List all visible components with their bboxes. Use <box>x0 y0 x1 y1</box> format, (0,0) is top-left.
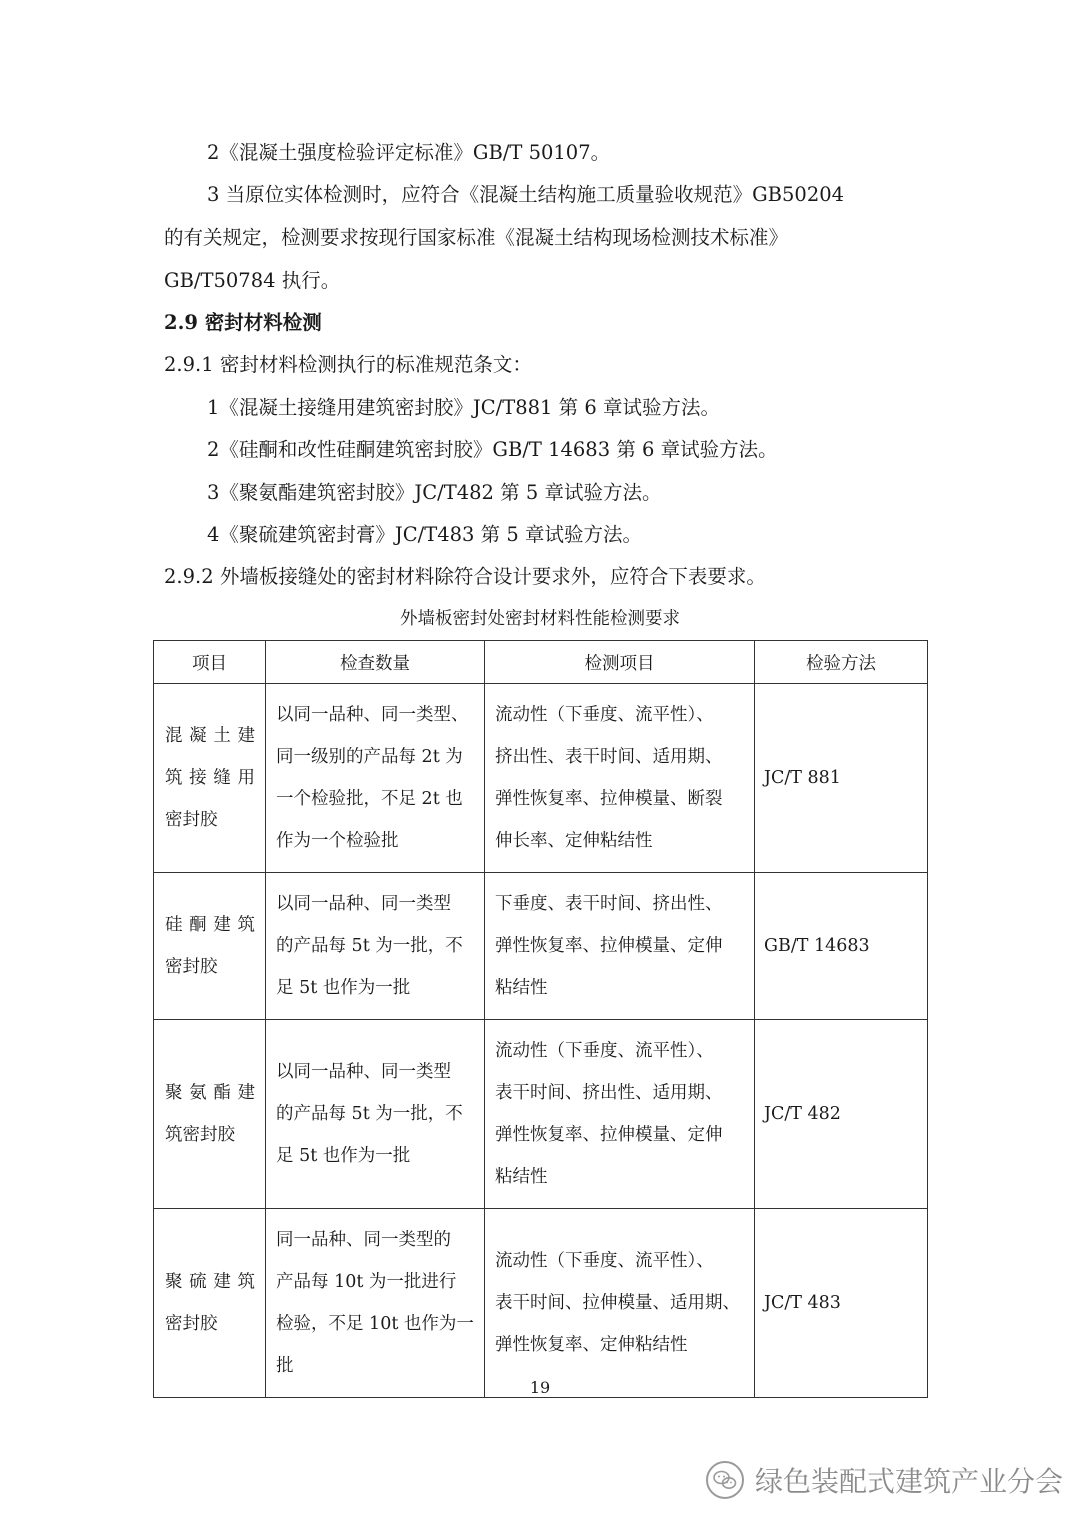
cell-tests <box>485 873 755 1020</box>
cell-line: 粘结性 <box>495 1167 548 1187</box>
cell-line: 一个检验批，不足 2t 也 <box>276 789 463 809</box>
cell-line: 弹性恢复率、定伸粘结性 <box>495 1335 688 1355</box>
cell-line: 密封胶 <box>165 810 218 830</box>
cell-item <box>154 684 266 873</box>
standard-item-4: 4《聚硫建筑密封膏》JC/T483 第 5 章试验方法。 <box>207 523 642 546</box>
cell-line: 流动性（下垂度、流平性）、 <box>495 1041 714 1061</box>
cell-quantity <box>266 1020 485 1209</box>
cell-line: 流动性（下垂度、流平性）、 <box>495 1251 714 1271</box>
table-row <box>154 684 928 873</box>
body-line-1: 2《混凝土强度检验评定标准》GB/T 50107。 <box>207 141 611 164</box>
table-row <box>154 873 928 1020</box>
cell-line: 混凝土建 <box>165 726 255 746</box>
cell-line: 的产品每 5t 为一批，不 <box>276 1104 463 1124</box>
standard-item-3: 3《聚氨酯建筑密封胶》JC/T482 第 5 章试验方法。 <box>207 481 662 504</box>
cell-line: 流动性（下垂度、流平性）、 <box>495 705 714 725</box>
cell-method: JC/T 483 <box>755 1209 928 1398</box>
clause-2-9-2: 2.9.2 外墙板接缝处的密封材料除符合设计要求外，应符合下表要求。 <box>164 565 766 588</box>
body-line-2: 3 当原位实体检测时，应符合《混凝土结构施工质量验收规范》GB50204 <box>207 183 845 206</box>
clause-2-9-1: 2.9.1 密封材料检测执行的标准规范条文： <box>164 353 532 376</box>
header-item: 项目 <box>154 641 266 684</box>
table-caption: 外墙板密封处密封材料性能检测要求 <box>400 609 680 629</box>
cell-line: 足 5t 也作为一批 <box>276 1146 411 1166</box>
cell-method: JC/T 482 <box>755 1020 928 1209</box>
cell-line: 作为一个检验批 <box>276 831 399 851</box>
cell-line: 检验，不足 10t 也作为一 <box>276 1314 474 1334</box>
cell-line: 粘结性 <box>495 978 548 998</box>
cell-line: 弹性恢复率、拉伸模量、定伸 <box>495 936 723 956</box>
cell-line: 以同一品种、同一类型 <box>276 1062 451 1082</box>
cell-line: 弹性恢复率、拉伸模量、定伸 <box>495 1125 723 1145</box>
table-row <box>154 1209 928 1398</box>
cell-quantity <box>266 873 485 1020</box>
body-line-3: 的有关规定，检测要求按现行国家标准《混凝土结构现场检测技术标准》 <box>164 226 789 249</box>
cell-line: 批 <box>276 1356 294 1376</box>
table-row <box>154 1020 928 1209</box>
section-heading: 2.9 密封材料检测 <box>164 311 322 334</box>
cell-line: 挤出性、表干时间、适用期、 <box>495 747 723 767</box>
cell-method: JC/T 881 <box>755 684 928 873</box>
cell-line: 伸长率、定伸粘结性 <box>495 831 653 851</box>
cell-quantity <box>266 684 485 873</box>
watermark <box>705 1458 1063 1502</box>
wechat-icon <box>705 1460 745 1500</box>
sealant-requirements-table <box>153 640 928 1398</box>
header-tests: 检测项目 <box>485 641 755 684</box>
header-method: 检验方法 <box>755 641 928 684</box>
cell-line: 聚氨酯建 <box>165 1083 255 1103</box>
cell-tests <box>485 1020 755 1209</box>
cell-quantity <box>266 1209 485 1398</box>
cell-line: 以同一品种、同一类型、 <box>276 705 469 725</box>
cell-line: 的产品每 5t 为一批，不 <box>276 936 463 956</box>
cell-tests <box>485 684 755 873</box>
cell-line: 筑接缝用 <box>165 768 255 788</box>
standard-item-2: 2《硅酮和改性硅酮建筑密封胶》GB/T 14683 第 6 章试验方法。 <box>207 438 778 461</box>
cell-line: 聚硫建筑 <box>165 1272 255 1292</box>
cell-line: 下垂度、表干时间、挤出性、 <box>495 894 723 914</box>
cell-item <box>154 1020 266 1209</box>
cell-item <box>154 1209 266 1398</box>
cell-item <box>154 873 266 1020</box>
cell-line: 以同一品种、同一类型 <box>276 894 451 914</box>
cell-line: 产品每 10t 为一批进行 <box>276 1272 457 1292</box>
page-number: 19 <box>529 1378 551 1397</box>
cell-line: 同一品种、同一类型的 <box>276 1230 451 1250</box>
cell-line: 密封胶 <box>165 957 218 977</box>
watermark-text: 绿色装配式建筑产业分会 <box>755 1465 1064 1498</box>
cell-line: 硅酮建筑 <box>165 915 255 935</box>
cell-line: 表干时间、拉伸模量、适用期、 <box>495 1293 740 1313</box>
header-quantity: 检查数量 <box>266 641 485 684</box>
cell-tests <box>485 1209 755 1398</box>
cell-line: 弹性恢复率、拉伸模量、断裂 <box>495 789 723 809</box>
cell-line: 表干时间、挤出性、适用期、 <box>495 1083 723 1103</box>
body-line-4: GB/T50784 执行。 <box>164 269 341 292</box>
cell-line: 足 5t 也作为一批 <box>276 978 411 998</box>
standard-item-1: 1《混凝土接缝用建筑密封胶》JC/T881 第 6 章试验方法。 <box>207 396 720 419</box>
cell-line: 筑密封胶 <box>165 1125 235 1145</box>
cell-method: GB/T 14683 <box>755 873 928 1020</box>
cell-line: 同一级别的产品每 2t 为 <box>276 747 463 767</box>
table-header-row <box>154 641 928 684</box>
cell-line: 密封胶 <box>165 1314 218 1334</box>
